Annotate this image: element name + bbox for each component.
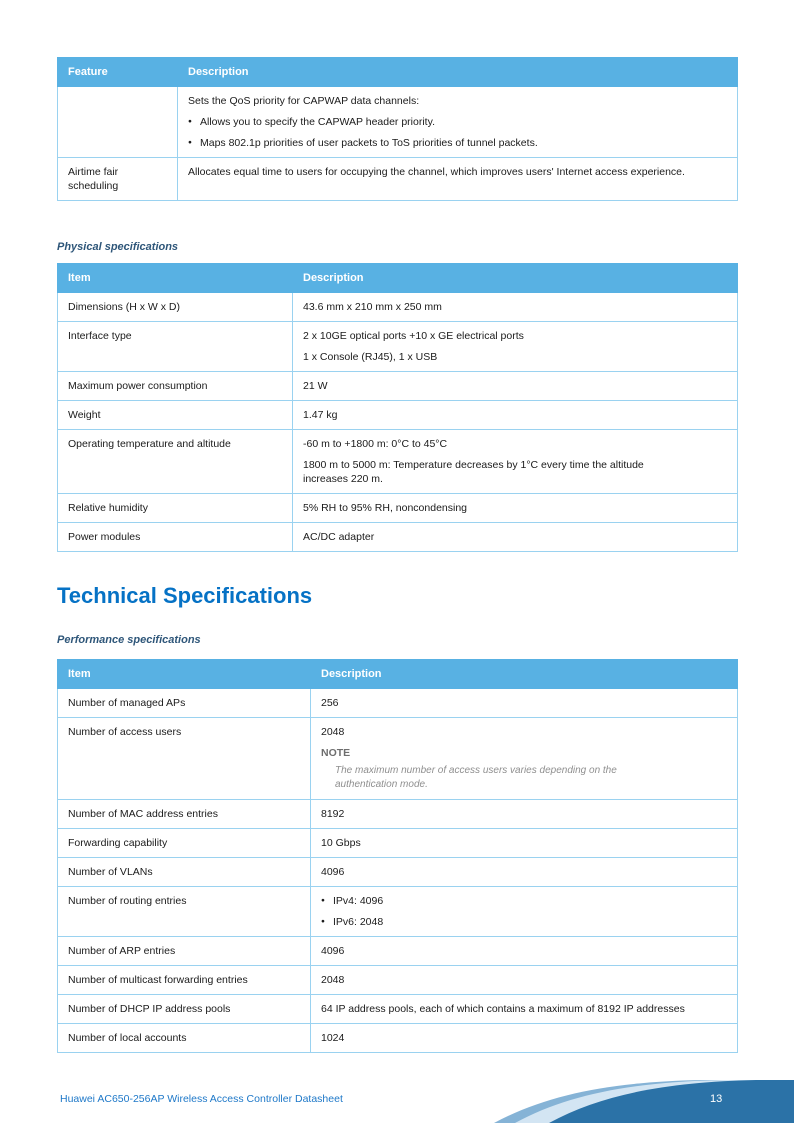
footer-doc-title: Huawei AC650-256AP Wireless Access Controller Datasheet [60,1093,343,1105]
section-heading-physical-specifications: Physical specifications [57,241,179,253]
page-number: 13 [710,1093,723,1105]
item-cell: Forwarding capability [58,829,311,858]
item-cell: Number of managed APs [58,689,311,718]
description-cell: AC/DC adapter [293,523,738,552]
description-cell [293,430,738,494]
table-row [58,372,738,401]
physical-specs-table [57,263,738,552]
page-title-technical-specifications: Technical Specifications [57,583,313,608]
item-cell: Number of DHCP IP address pools [58,995,311,1024]
bullet-icon [188,115,200,129]
table-row [58,689,738,718]
description-line: -60 m to +1800 m: 0°C to 45°C [303,438,448,450]
item-cell: Number of ARP entries [58,937,311,966]
item-cell: Number of local accounts [58,1024,311,1053]
bullet-icon [321,915,333,929]
description-cell: 8192 [311,800,738,829]
feature-cell: Airtime fair scheduling [58,158,178,201]
feature-cell [58,87,178,158]
bullet-text: IPv4: 4096 [333,895,384,907]
section-heading-performance-specifications: Performance specifications [57,634,201,646]
description-intro: Sets the QoS priority for CAPWAP data channels: [188,95,420,107]
description-cell: 4096 [311,858,738,887]
note-text: The maximum number of access users varies depending on the authentication mode. [335,765,617,790]
item-column-header: Item [58,264,293,293]
description-line: 2 x 10GE optical ports +10 x GE electrical ports [303,330,524,342]
description-cell: 2048 [311,966,738,995]
table-row [58,718,738,800]
bullet-item [188,136,727,150]
description-cell: 64 IP address pools, each of which contains a maximum of 8192 IP addresses [311,995,738,1024]
item-cell: Interface type [58,322,293,372]
item-cell: Number of routing entries [58,887,311,937]
bullet-item [321,915,727,929]
description-cell: 10 Gbps [311,829,738,858]
item-cell: Weight [58,401,293,430]
description-cell: 256 [311,689,738,718]
table-row [58,293,738,322]
description-cell: 43.6 mm x 210 mm x 250 mm [293,293,738,322]
feature-column-header: Feature [58,58,178,87]
table-row [58,158,738,201]
bullet-icon [188,136,200,150]
description-cell: 1.47 kg [293,401,738,430]
item-cell: Operating temperature and altitude [58,430,293,494]
table-row [58,1024,738,1053]
bullet-item [188,115,727,129]
table-row [58,800,738,829]
description-column-header: Description [178,58,738,87]
item-cell: Number of MAC address entries [58,800,311,829]
item-cell: Dimensions (H x W x D) [58,293,293,322]
table-row [58,887,738,937]
table-header-row [58,264,738,293]
note-label: NOTE [321,747,351,759]
bullet-text: Allows you to specify the CAPWAP header priority. [200,116,435,128]
table-row [58,523,738,552]
table-header-row [58,660,738,689]
item-cell: Number of multicast forwarding entries [58,966,311,995]
description-cell [293,322,738,372]
description-cell [178,87,738,158]
description-line: 1800 m to 5000 m: Temperature decreases by 1°C every time the altitude increases 220 m. [303,459,644,485]
table-row [58,829,738,858]
bullet-text: Maps 802.1p priorities of user packets to ToS priorities of tunnel packets. [200,137,538,149]
description-cell: 21 W [293,372,738,401]
features-table [57,57,738,201]
table-row [58,937,738,966]
item-cell: Power modules [58,523,293,552]
item-column-header: Item [58,660,311,689]
description-cell: 1024 [311,1024,738,1053]
description-column-header: Description [293,264,738,293]
description-line: 1 x Console (RJ45), 1 x USB [303,351,438,363]
table-row [58,995,738,1024]
item-cell: Number of access users [58,718,311,800]
table-row [58,966,738,995]
note-block [321,746,727,792]
table-header-row [58,58,738,87]
item-cell: Number of VLANs [58,858,311,887]
table-row [58,858,738,887]
description-cell: 5% RH to 95% RH, noncondensing [293,494,738,523]
item-cell: Relative humidity [58,494,293,523]
table-row [58,87,738,158]
description-column-header: Description [311,660,738,689]
description-value: 2048 [321,726,345,738]
page-content [57,0,737,1053]
bullet-icon [321,894,333,908]
bullet-item [321,894,727,908]
table-row [58,401,738,430]
description-cell [311,887,738,937]
performance-specs-table [57,659,738,1053]
bullet-text: IPv6: 2048 [333,916,384,928]
description-cell [311,718,738,800]
item-cell: Maximum power consumption [58,372,293,401]
table-row [58,430,738,494]
table-row [58,494,738,523]
description-cell: 4096 [311,937,738,966]
table-row [58,322,738,372]
description-cell: Allocates equal time to users for occupying the channel, which improves users' Internet access experience. [178,158,738,201]
